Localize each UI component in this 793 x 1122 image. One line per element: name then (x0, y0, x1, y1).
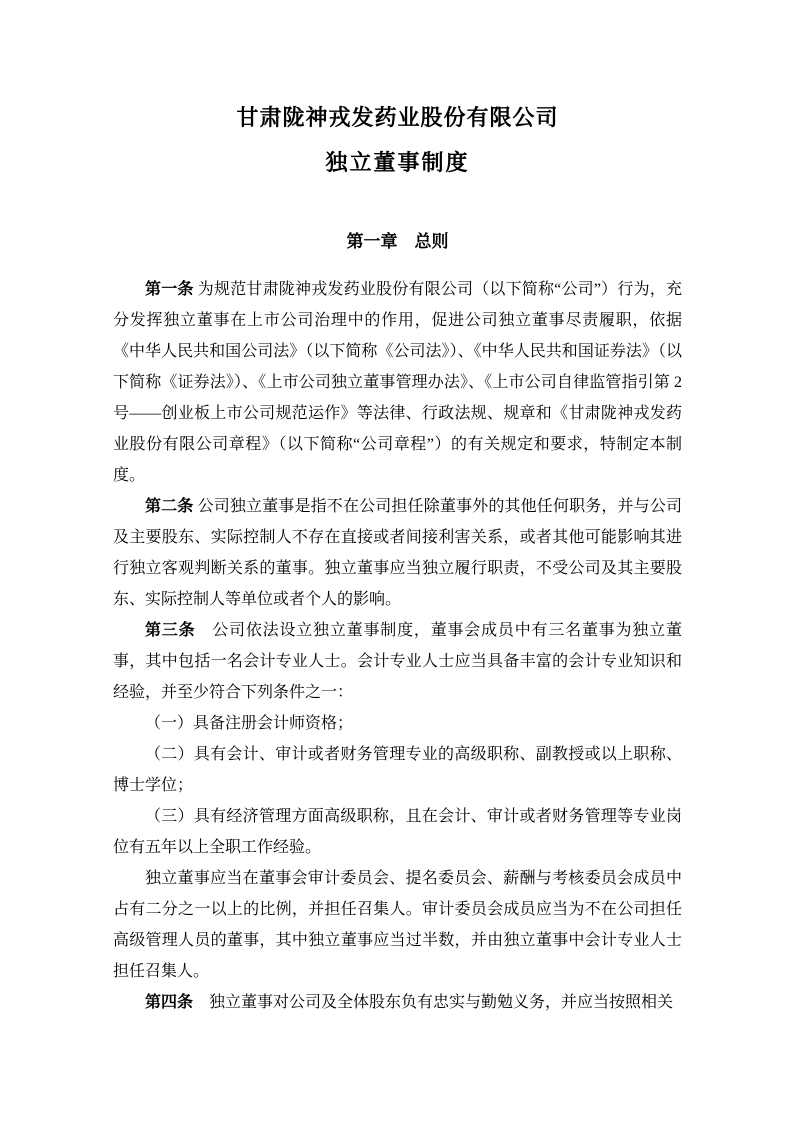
article-paragraph: （二）具有会计、审计或者财务管理专业的高级职称、副教授或以上职称、博士学位； (113, 746, 682, 794)
article-paragraph: 第三条 公司依法设立独立董事制度，董事会成员中有三名董事为独立董事，其中包括一名会计专业人士。会计专业人士应当具备丰富的会计专业知识和经验，并至少符合下列条件之一： (113, 622, 682, 701)
article-paragraph: 第二条 公司独立董事是指不在公司担任除董事外的其他任何职务，并与公司及主要股东、实际控制人不存在直接或者间接利害关系，或者其他可能影响其进行独立客观判断关系的董事。独立董事应当独立履行职责，不受公司及其主要股东、实际控制人等单位或者个人的影响。 (113, 498, 682, 608)
chapter-heading: 第一章 总则 (346, 232, 449, 251)
document-title: 甘肃陇神戎发药业股份有限公司 (236, 105, 559, 130)
article-paragraph: 独立董事应当在董事会审计委员会、提名委员会、薪酬与考核委员会成员中占有二分之一以上的比例，并担任召集人。审计委员会成员应当为不在公司担任高级管理人员的董事，其中独立董事应当过半数，并由独立董事中会计专业人士担任召集人。 (113, 870, 682, 980)
article-label: 第一条 (145, 281, 194, 298)
article-paragraph: 第一条 为规范甘肃陇神戎发药业股份有限公司（以下简称“公司”）行为，充分发挥独立董事在上市公司治理中的作用，促进公司独立董事尽责履职，依据《中华人民共和国公司法》（以下简称《公司法》）、《中华人民共和国证券法》（以下简称《证券法》）、《上市公司独立董事管理办法》、《上市公司自律监管指引第 2 号——创业板上市公司规范运作》等法律、行政法规、规章和《甘肃陇神戎发药业股份有限公司章程》（以下简称“公司章程”）的有关规定和要求，特制定本制度。 (113, 281, 682, 484)
document-body (113, 274, 682, 1018)
article-label: 第三条 (145, 622, 196, 639)
article-label: 第四条 (145, 994, 194, 1011)
article-paragraph: 第四条 独立董事对公司及全体股东负有忠实与勤勉义务，并应当按照相关 (145, 994, 674, 1011)
document-subtitle: 独立董事制度 (325, 150, 470, 175)
article-paragraph: （一）具备注册会计师资格； (145, 715, 354, 732)
article-label: 第二条 (145, 498, 194, 515)
article-paragraph: （三）具有经济管理方面高级职称，且在会计、审计或者财务管理等专业岗位有五年以上全职工作经验。 (113, 808, 682, 856)
